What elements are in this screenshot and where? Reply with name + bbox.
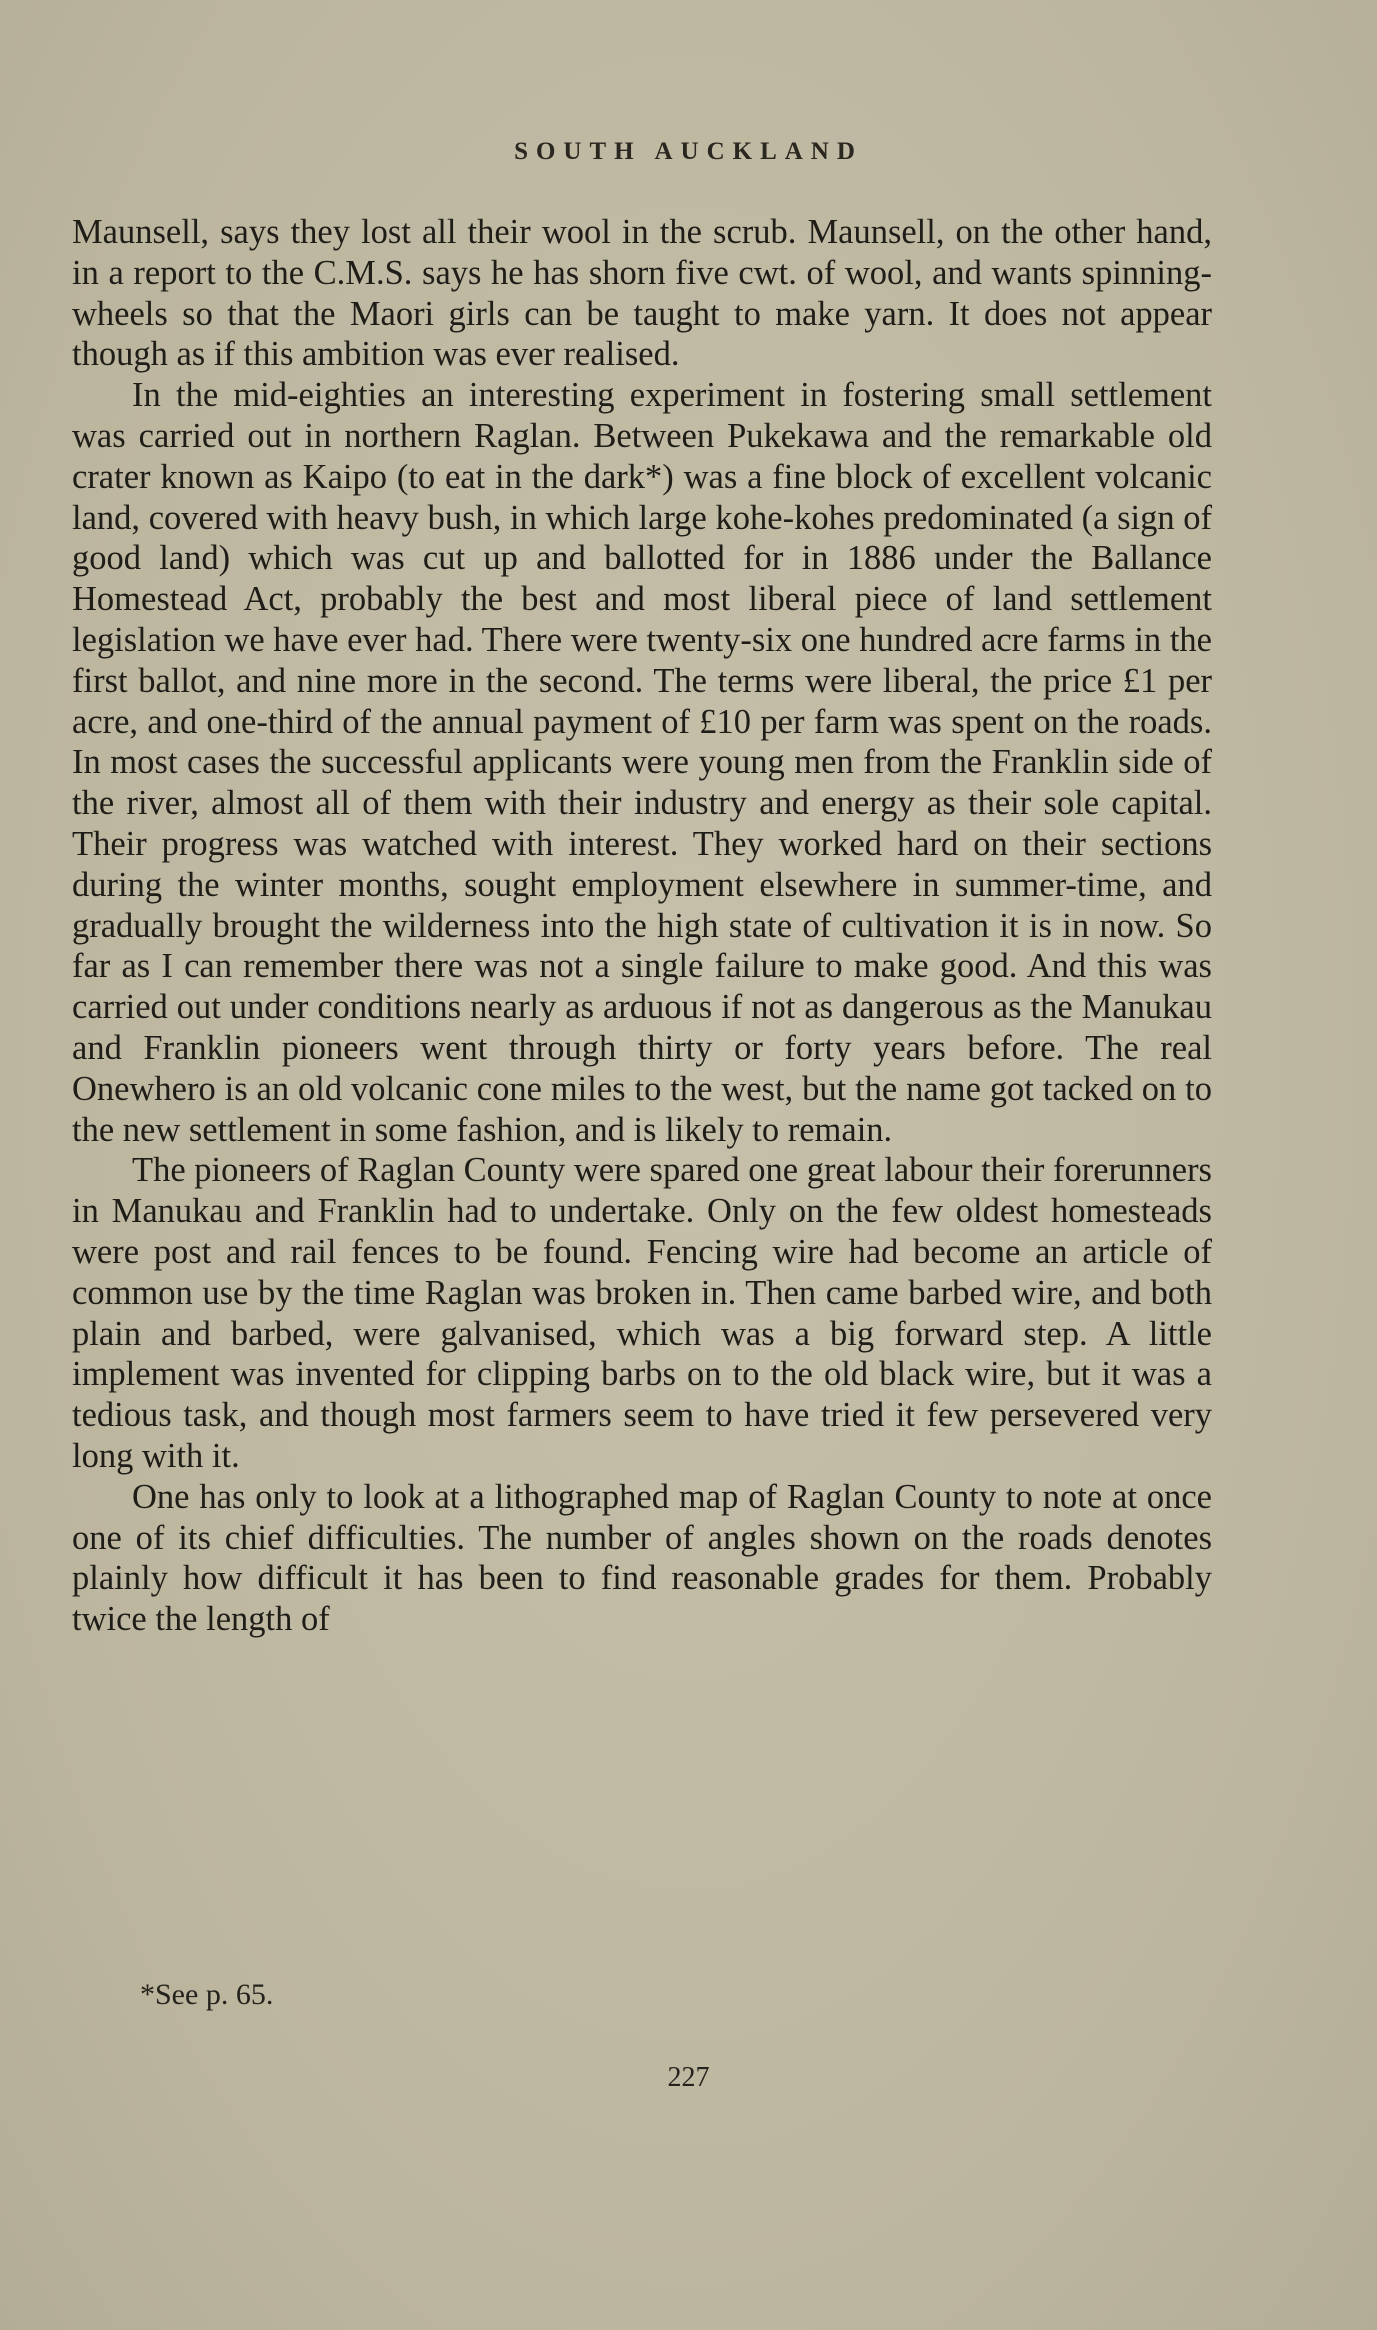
footnote: *See p. 65.	[140, 1978, 274, 2011]
running-head: SOUTH AUCKLAND	[514, 138, 863, 165]
paragraph-roads: One has only to look at a lithographed map of Raglan County to note at once one of its chief difficulties. The number of angles shown on the roads denotes plainly how difficult it has been to find reasonable grades for them. Probably twice the length of	[72, 1477, 1212, 1639]
paragraph-continued: Maunsell, says they lost all their wool in the scrub. Maunsell, on the other hand, in a report to the C.M.S. says he has shorn five cwt. of wool, and wants spinning-wheels so that the Maori girls can be taught to make yarn. It does not appear though as if this ambition was ever realised.	[72, 213, 1212, 374]
body-text	[72, 212, 1212, 1640]
paragraph-small-settlement: In the mid-eighties an interesting experiment in fostering small settlement was carried out in northern Raglan. Between Pukekawa and the remarkable old crater known as Kaipo (to eat in the dark*) was a fine block of excellent volcanic land, covered with heavy bush, in which large kohe-kohes predominated (a sign of good land) which was cut up and ballotted for in 1886 under the Ballance Homestead Act, probably the best and most liberal piece of land settlement legislation we have ever had. There were twenty-six one hundred acre farms in the first ballot, and nine more in the second. The terms were liberal, the price £1 per acre, and one-third of the annual payment of £10 per farm was spent on the roads. In most cases the successful applicants were young men from the Franklin side of the river, almost all of them with their industry and energy as their sole capital. Their progress was watched with interest. They worked hard on their sections during the winter months, sought employment elsewhere in summer-time, and gradually brought the wilderness into the high state of cultivation it is in now. So far as I can remember there was not a single failure to make good. And this was carried out under conditions nearly as arduous if not as dangerous as the Manukau and Franklin pioneers went through thirty or forty years before. The real Onewhero is an old volcanic cone miles to the west, but the name got tacked on to the new settlement in some fashion, and is likely to remain.	[72, 376, 1212, 1149]
page-number: 227	[667, 2062, 710, 2093]
paragraph-fencing: The pioneers of Raglan County were spared one great labour their forerunners in Manukau and Franklin had to undertake. Only on the few oldest homesteads were post and rail fences to be found. Fencing wire had become an article of common use by the time Raglan was broken in. Then came barbed wire, and both plain and barbed, were galvanised, which was a big forward step. A little implement was invented for clipping barbs on to the old black wire, but it was a tedious task, and though most farmers seem to have tried it few persevered very long with it.	[72, 1151, 1212, 1475]
